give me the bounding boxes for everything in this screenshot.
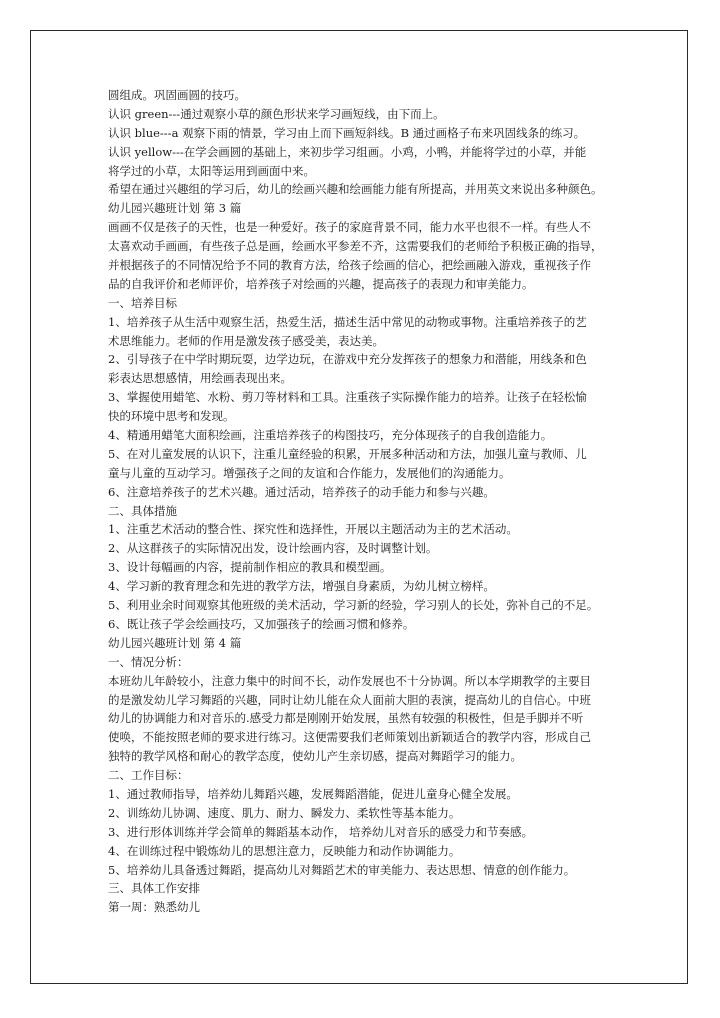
subheading: 二、工作目标： <box>108 768 189 783</box>
subheading: 一、培养目标 <box>108 295 177 310</box>
text-line: 认识 blue---a 观察下雨的情景，学习由上而下画短斜线。B 通过画格子布来巩固线条的练习。 <box>108 125 586 140</box>
text-line: 圆组成。巩固画圆的技巧。 <box>108 88 246 102</box>
text-line: 6、注意培养孩子的艺术兴趣。通过活动，培养孩子的动手能力和参与兴趣。 <box>108 484 495 499</box>
section-heading: 幼儿园兴趣班计划 第 3 篇 <box>108 201 242 216</box>
text-line: 将学过的小草，太阳等运用到画面中来。 <box>108 163 315 178</box>
text-line: 5、培养幼儿具备透过舞蹈，提高幼儿对舞蹈艺术的审美能力、表达思想、情意的创作能力。 <box>108 862 576 877</box>
text-line: 3、进行形体训练并学会简单的舞蹈基本动作， 培养幼儿对音乐的感受力和节奏感。 <box>108 824 533 839</box>
text-line: 快的环境中思考和发现。 <box>108 409 235 424</box>
subheading: 一、情况分析： <box>108 654 189 669</box>
text-line: 5、在对儿童发展的认识下，注重儿童经验的积累，开展多种活动和方法，加强儿童与教师、儿 <box>108 446 587 461</box>
text-line: 4、在训练过程中锻炼幼儿的思想注意力，反映能力和动作协调能力。 <box>108 843 461 858</box>
text-line: 1、通过教师指导，培养幼儿舞蹈兴趣，发展舞蹈潜能，促进儿童身心健全发展。 <box>108 786 518 801</box>
text-line: 4、精通用蜡笔大面积绘画，注重培养孩子的构图技巧，充分体现孩子的自我创造能力。 <box>108 428 553 443</box>
text-line: 希望在通过兴趣组的学习后，幼儿的绘画兴趣和绘画能力能有所提高，并用英文来说出多种颜色。 <box>108 182 603 197</box>
text-line: 本班幼儿年龄较小，注意力集中的时间不长，动作发展也不十分协调。所以本学期教学的主要目 <box>108 673 591 688</box>
text-line: 4、学习新的教育理念和先进的教学方法，增强自身素质，为幼儿树立榜样。 <box>108 579 495 594</box>
text-line: 术思维能力。老师的作用是激发孩子感受美，表达美。 <box>108 333 384 348</box>
text-line: 彩表达思想感情，用绘画表现出来。 <box>108 371 292 386</box>
text-line: 2、训练幼儿协调、速度、肌力、耐力、瞬发力、柔软性等基本能力。 <box>108 805 461 820</box>
text-line: 第一周：熟悉幼儿 <box>108 900 200 915</box>
text-line: 3、设计每幅画的内容，提前制作相应的教具和模型画。 <box>108 560 392 575</box>
text-line: 5、利用业余时间观察其他班级的美术活动，学习新的经验，学习别人的长处，弥补自己的不足。 <box>108 598 599 613</box>
text-line: 品的自我评价和老师评价，培养孩子对绘画的兴趣，提高孩子的表现力和审美能力。 <box>108 276 534 291</box>
text-line: 的是激发幼儿学习舞蹈的兴趣，同时让幼儿能在众人面前大胆的表演，提高幼儿的自信心。中班 <box>108 692 591 707</box>
text-line: 2、引导孩子在中学时期玩耍，边学边玩，在游戏中充分发挥孩子的想象力和潜能，用线条和色 <box>108 352 587 367</box>
subheading: 二、具体措施 <box>108 503 177 518</box>
text-line: 独特的教学风格和耐心的教学态度，使幼儿产生亲切感，提高对舞蹈学习的能力。 <box>108 749 522 764</box>
text-line: 童与儿童的互动学习。增强孩子之间的友谊和合作能力，发展他们的沟通能力。 <box>108 465 511 480</box>
subheading: 三、具体工作安排 <box>108 881 200 896</box>
text-line: 6、既让孩子学会绘画技巧，又加强孩子的绘画习惯和修养。 <box>108 616 415 631</box>
document-body <box>108 86 620 917</box>
text-line: 幼儿的协调能力和对音乐的.感受力都是刚刚开始发展，虽然有较强的积极性，但是手脚并不听 <box>108 711 584 726</box>
text-line: 并根据孩子的不同情况给予不同的教育方法，给孩子绘画的信心，把绘画融入游戏，重视孩子作 <box>108 258 591 273</box>
text-line: 1、培养孩子从生活中观察生活，热爱生活，描述生活中常见的动物或事物。注重培养孩子的艺 <box>108 314 587 329</box>
text-line: 画画不仅是孩子的天性，也是一种爱好。孩子的家庭背景不同，能力水平也很不一样。有些人不 <box>108 220 591 235</box>
section-heading: 幼儿园兴趣班计划 第 4 篇 <box>108 635 242 650</box>
text-line: 2、从这群孩子的实际情况出发，设计绘画内容，及时调整计划。 <box>108 541 438 556</box>
text-line: 认识 green---通过观察小草的颜色形状来学习画短线，由下而上。 <box>108 106 445 121</box>
text-line: 3、掌握使用蜡笔、水粉、剪刀等材料和工具。注重孩子实际操作能力的培养。让孩子在轻松愉 <box>108 390 587 405</box>
text-line: 认识 yellow---在学会画圆的基础上，来初步学习组画。小鸡，小鸭，并能将学过的小草，并能 <box>108 144 587 159</box>
text-line: 使唤，不能按照老师的要求进行练习。这便需要我们老师策划出新颖适合的教学内容，形成自己 <box>108 730 591 745</box>
text-line: 1、注重艺术活动的整合性、探究性和选择性，开展以主题活动为主的艺术活动。 <box>108 522 518 537</box>
text-line: 太喜欢动手画画，有些孩子总是画，绘画水平参差不齐，这需要我们的老师给予积极正确的指导， <box>108 239 603 254</box>
